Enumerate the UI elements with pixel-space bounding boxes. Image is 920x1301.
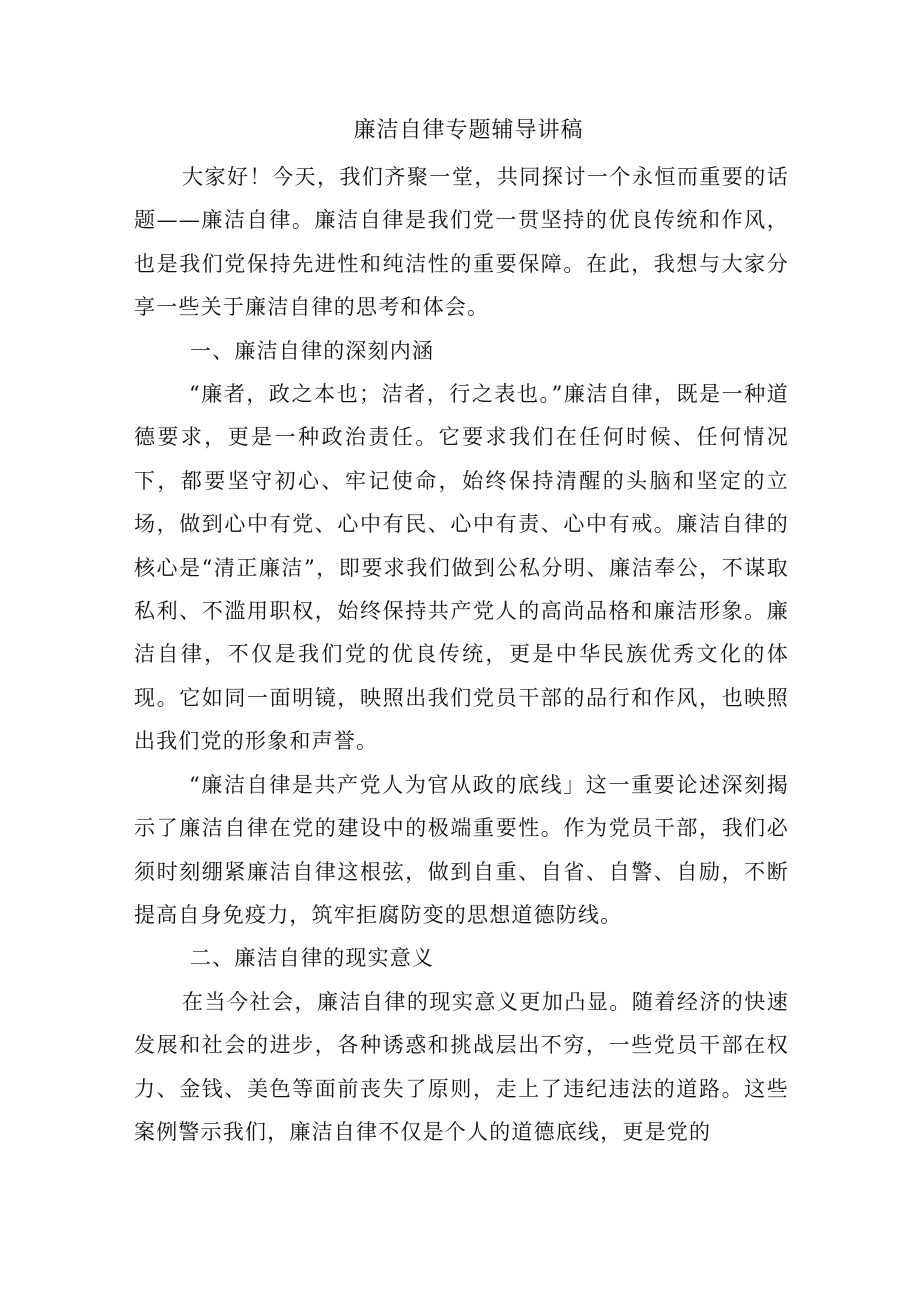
section-heading-1: 一、廉洁自律的深刻内涵 — [190, 338, 435, 363]
significance-paragraph: 在当今社会，廉洁自律的现实意义更加凸显。随着经济的快速发展和社会的进步，各种诱惑和挑战层出不穷，一些党员干部在权力、金钱、美色等面前丧失了原则，走上了违纪违法的道路。这些案例警示我们，廉洁自律不仅是个人的道德底线，更是党的 — [134, 989, 789, 1144]
section-heading-2: 二、廉洁自律的现实意义 — [190, 946, 435, 971]
intro-paragraph: 大家好！今天，我们齐聚一堂，共同探讨一个永恒而重要的话题——廉洁自律。廉洁自律是我们党一贯坚持的优良传统和作风，也是我们党保持先进性和纯洁性的重要保障。在此，我想与大家分享一些关于廉洁自律的思考和体会。 — [134, 165, 789, 320]
document-body — [134, 116, 789, 1154]
document-title: 廉洁自律专题辅导讲稿 — [353, 118, 584, 143]
connotation-paragraph: “廉者，政之本也；洁者，行之表也。”廉洁自律，既是一种道德要求，更是一种政治责任。它要求我们在任何时候、任何情况下，都要坚守初心、牢记使命，始终保持清醒的头脑和坚定的立场，做到心中有党、心中有民、心中有责、心中有戒。廉洁自律的核心是“清正廉洁”，即要求我们做到公私分明、廉洁奉公，不谋取私利、不滥用职权，始终保持共产党人的高尚品格和廉洁形象。廉洁自律，不仅是我们党的优良传统，更是中华民族优秀文化的体现。它如同一面明镜，映照出我们党员干部的品行和作风，也映照出我们党的形象和声誉。 — [134, 382, 789, 754]
bottom-line-paragraph: “廉洁自律是共产党人为官从政的底线」这一重要论述深刻揭示了廉洁自律在党的建设中的极端重要性。作为党员干部，我们必须时刻绷紧廉洁自律这根弦，做到自重、自省、自警、自励，不断提高自身免疫力，筑牢拒腐防变的思想道德防线。 — [134, 772, 789, 927]
